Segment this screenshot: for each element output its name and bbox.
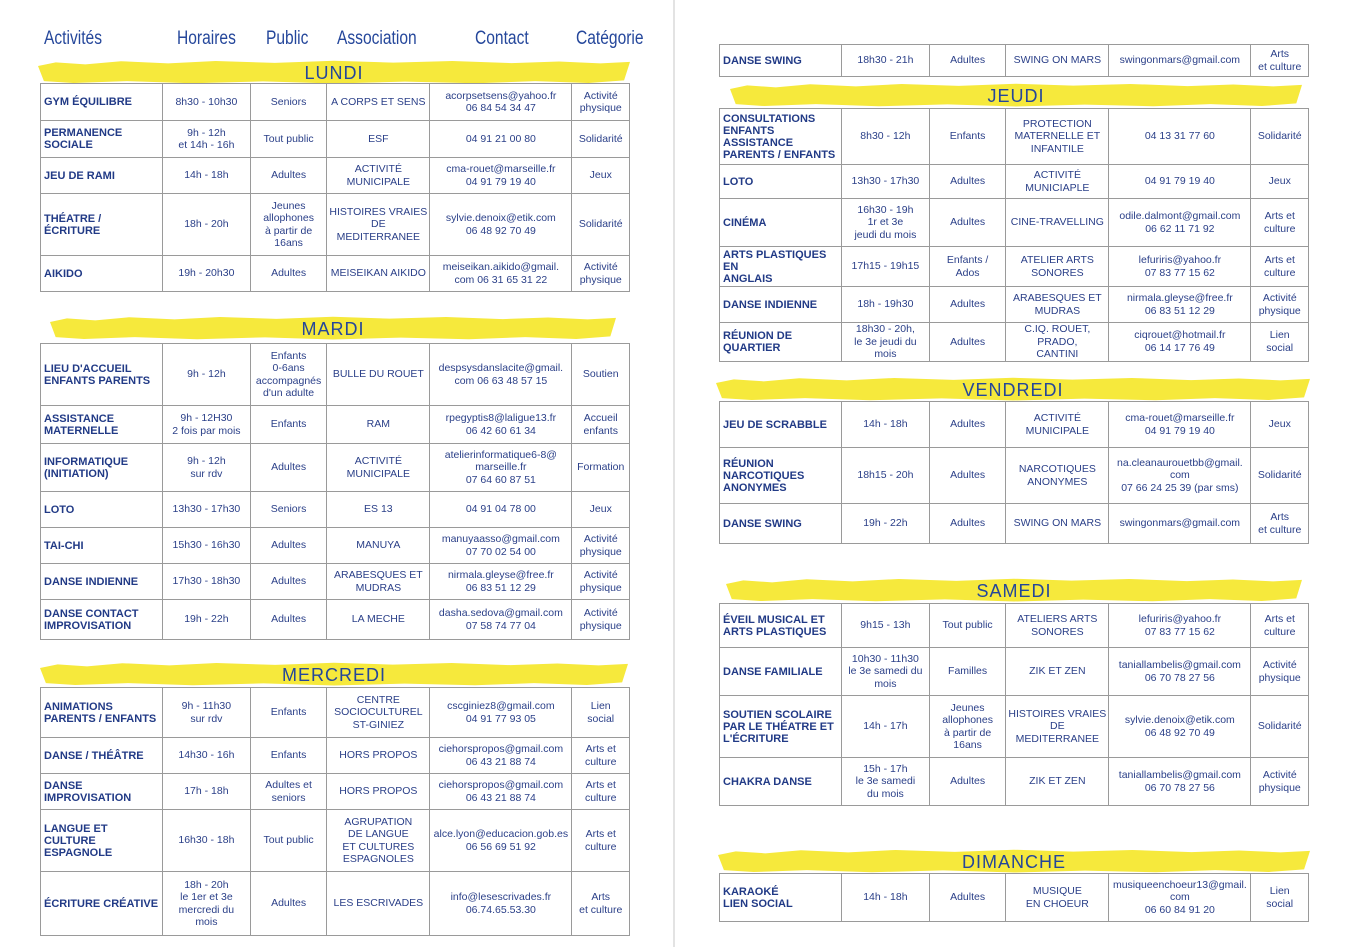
schedule-hours: 16h30 - 19h 1r et 3e jeudi du mois [842, 199, 930, 247]
contact-info: ciqrouet@hotmail.fr 06 14 17 76 49 [1109, 323, 1251, 362]
category: Activité physique [572, 600, 630, 640]
association-name: MEISEIKAN AIKIDO [327, 256, 430, 292]
category: Arts et culture [572, 810, 630, 872]
activity-name: RÉUNION NARCOTIQUES ANONYMES [720, 448, 842, 504]
audience: Adultes [250, 872, 327, 936]
category: Arts et culture [1251, 45, 1309, 77]
table-row [720, 402, 1309, 448]
table-row [720, 45, 1309, 77]
contact-info: info@lesescrivades.fr 06.74.65.53.30 [430, 872, 572, 936]
audience: Adultes [250, 256, 327, 292]
activity-name: DANSE SWING [720, 504, 842, 544]
audience: Tout public [250, 121, 327, 158]
category: Jeux [1251, 402, 1309, 448]
association-name: HISTOIRES VRAIES DE MEDITERRANEE [1006, 696, 1109, 758]
table-row [720, 604, 1309, 648]
category: Arts et culture [1251, 604, 1309, 648]
contact-info: dasha.sedova@gmail.com 07 58 74 77 04 [430, 600, 572, 640]
contact-info: cma-rouet@marseille.fr 04 91 79 19 40 [1109, 402, 1251, 448]
col-head-public: Public [266, 28, 309, 49]
schedule-hours: 14h30 - 16h [163, 738, 251, 774]
table-row [41, 121, 630, 158]
schedule-hours: 9h - 12H30 2 fois par mois [163, 406, 251, 444]
association-name: RAM [327, 406, 430, 444]
day-title-lundi: LUNDI [304, 63, 364, 83]
table-row [720, 448, 1309, 504]
contact-info: nirmala.gleyse@free.fr 06 83 51 12 29 [1109, 287, 1251, 323]
schedule-table-dimanche [719, 873, 1309, 922]
activity-name: DANSE IMPROVISATION [41, 774, 163, 810]
association-name: ZIK ET ZEN [1006, 758, 1109, 806]
activity-name: DANSE / THÉÂTRE [41, 738, 163, 774]
activity-name: THÉATRE / ÉCRITURE [41, 194, 163, 256]
activity-name: JEU DE RAMI [41, 158, 163, 194]
table-row [41, 564, 630, 600]
activity-name: DANSE CONTACT IMPROVISATION [41, 600, 163, 640]
category: Soutien [572, 344, 630, 406]
association-name: PROTECTION MATERNELLE ET INFANTILE [1006, 109, 1109, 165]
association-name: AGRUPATION DE LANGUE ET CULTURES ESPAGNOLES [327, 810, 430, 872]
audience: Adultes [929, 45, 1006, 77]
category: Jeux [572, 158, 630, 194]
association-name: LA MECHE [327, 600, 430, 640]
category: Activité physique [572, 528, 630, 564]
audience: Adultes [929, 448, 1006, 504]
schedule-hours: 9h - 12h [163, 344, 251, 406]
category: Arts et culture [572, 872, 630, 936]
audience: Adultes [250, 528, 327, 564]
schedule-hours: 16h30 - 18h [163, 810, 251, 872]
schedule-table-lundi [40, 83, 630, 292]
schedule-hours: 13h30 - 17h30 [842, 165, 930, 199]
activity-name: DANSE INDIENNE [720, 287, 842, 323]
activity-name: PERMANENCE SOCIALE [41, 121, 163, 158]
association-name: LES ESCRIVADES [327, 872, 430, 936]
table-row [41, 774, 630, 810]
audience: Adultes [929, 504, 1006, 544]
activity-name: TAI-CHI [41, 528, 163, 564]
table-row [720, 504, 1309, 544]
category: Lien social [1251, 874, 1309, 922]
schedule-hours: 9h15 - 13h [842, 604, 930, 648]
audience: Familles [929, 648, 1006, 696]
schedule-hours: 14h - 18h [842, 402, 930, 448]
association-name: ACTIVITÉ MUNICIPALE [327, 158, 430, 194]
association-name: SWING ON MARS [1006, 45, 1109, 77]
schedule-hours: 8h30 - 12h [842, 109, 930, 165]
table-row [41, 158, 630, 194]
schedule-hours: 9h - 12h et 14h - 16h [163, 121, 251, 158]
schedule-hours: 15h30 - 16h30 [163, 528, 251, 564]
schedule-hours: 9h - 12h sur rdv [163, 444, 251, 492]
category: Activité physique [572, 256, 630, 292]
association-name: ES 13 [327, 492, 430, 528]
contact-info: nirmala.gleyse@free.fr 06 83 51 12 29 [430, 564, 572, 600]
day-title-mercredi: MERCREDI [281, 665, 386, 685]
schedule-hours: 14h - 17h [842, 696, 930, 758]
audience: Adultes [929, 287, 1006, 323]
category: Activité physique [572, 564, 630, 600]
table-row [41, 84, 630, 121]
activity-name: DANSE INDIENNE [41, 564, 163, 600]
schedule-hours: 8h30 - 10h30 [163, 84, 251, 121]
schedule-hours: 17h30 - 18h30 [163, 564, 251, 600]
table-row [41, 600, 630, 640]
activity-name: JEU DE SCRABBLE [720, 402, 842, 448]
activity-name: LOTO [41, 492, 163, 528]
contact-info: 04 13 31 77 60 [1109, 109, 1251, 165]
category: Solidarité [1251, 696, 1309, 758]
col-head-categorie: Catégorie [576, 28, 644, 49]
association-name: ATELIERS ARTS SONORES [1006, 604, 1109, 648]
contact-info: rpegyptis8@laligue13.fr 06 42 60 61 34 [430, 406, 572, 444]
schedule-hours: 13h30 - 17h30 [163, 492, 251, 528]
contact-info: lefuriris@yahoo.fr 07 83 77 15 62 [1109, 604, 1251, 648]
audience: Enfants [250, 688, 327, 738]
audience: Adultes [929, 199, 1006, 247]
contact-info: sylvie.denoix@etik.com 06 48 92 70 49 [430, 194, 572, 256]
category: Lien social [1251, 323, 1309, 362]
audience: Tout public [929, 604, 1006, 648]
category: Arts et culture [1251, 247, 1309, 287]
table-row [41, 406, 630, 444]
category: Arts et culture [1251, 199, 1309, 247]
category: Accueil enfants [572, 406, 630, 444]
category: Activité physique [1251, 287, 1309, 323]
audience: Adultes [929, 874, 1006, 922]
association-name: MUSIQUE EN CHOEUR [1006, 874, 1109, 922]
schedule-hours: 18h - 20h [163, 194, 251, 256]
audience: Tout public [250, 810, 327, 872]
contact-info: odile.dalmont@gmail.com 06 62 11 71 92 [1109, 199, 1251, 247]
activity-name: CINÉMA [720, 199, 842, 247]
activity-name: LOTO [720, 165, 842, 199]
col-head-activites: Activités [44, 28, 103, 49]
contact-info: sylvie.denoix@etik.com 06 48 92 70 49 [1109, 696, 1251, 758]
table-row [41, 872, 630, 936]
activity-name: ANIMATIONS PARENTS / ENFANTS [41, 688, 163, 738]
contact-info: cscginiez8@gmail.com 04 91 77 93 05 [430, 688, 572, 738]
association-name: CINE-TRAVELLING [1006, 199, 1109, 247]
activity-name: KARAOKÉ LIEN SOCIAL [720, 874, 842, 922]
association-name: HORS PROPOS [327, 774, 430, 810]
table-row [720, 874, 1309, 922]
schedule-table-mercredi [40, 687, 630, 936]
activity-name: AIKIDO [41, 256, 163, 292]
audience: Enfants / Ados [929, 247, 1006, 287]
association-name: HORS PROPOS [327, 738, 430, 774]
category: Jeux [572, 492, 630, 528]
audience: Enfants 0-6ans accompagnés d'un adulte [250, 344, 327, 406]
association-name: ACTIVITÉ MUNICIPALE [327, 444, 430, 492]
contact-info: cma-rouet@marseille.fr 04 91 79 19 40 [430, 158, 572, 194]
contact-info: ciehorspropos@gmail.com 06 43 21 88 74 [430, 774, 572, 810]
schedule-hours: 17h15 - 19h15 [842, 247, 930, 287]
table-row [41, 528, 630, 564]
table-row [720, 199, 1309, 247]
audience: Enfants [250, 406, 327, 444]
contact-info: lefuriris@yahoo.fr 07 83 77 15 62 [1109, 247, 1251, 287]
activity-name: CONSULTATIONS ENFANTS ASSISTANCE PARENTS / ENFANTS [720, 109, 842, 165]
association-name: ARABESQUES ET MUDRAS [327, 564, 430, 600]
activity-name: LIEU D'ACCUEIL ENFANTS PARENTS [41, 344, 163, 406]
col-head-association: Association [337, 28, 417, 49]
association-name: C.IQ. ROUET, PRADO, CANTINI [1006, 323, 1109, 362]
category: Arts et culture [572, 774, 630, 810]
table-row [720, 109, 1309, 165]
category: Activité physique [572, 84, 630, 121]
day-title-samedi: SAMEDI [976, 581, 1052, 601]
contact-info: 04 91 21 00 80 [430, 121, 572, 158]
category: Solidarité [572, 194, 630, 256]
category: Solidarité [1251, 109, 1309, 165]
audience: Adultes [250, 564, 327, 600]
category: Arts et culture [572, 738, 630, 774]
table-row [720, 287, 1309, 323]
schedule-hours: 18h - 19h30 [842, 287, 930, 323]
schedule-table-jeudi [719, 108, 1309, 362]
association-name: HISTOIRES VRAIES DE MEDITERRANEE [327, 194, 430, 256]
col-head-contact: Contact [475, 28, 529, 49]
category: Solidarité [1251, 448, 1309, 504]
activity-name: DANSE SWING [720, 45, 842, 77]
activity-name: ÉVEIL MUSICAL ET ARTS PLASTIQUES [720, 604, 842, 648]
table-row [41, 444, 630, 492]
day-title-vendredi: VENDREDI [962, 380, 1064, 400]
schedule-table-samedi [719, 603, 1309, 806]
association-name: A CORPS ET SENS [327, 84, 430, 121]
table-row [41, 344, 630, 406]
schedule-hours: 19h - 22h [842, 504, 930, 544]
contact-info: swingonmars@gmail.com [1109, 45, 1251, 77]
contact-info: acorpsetsens@yahoo.fr 06 84 54 34 47 [430, 84, 572, 121]
schedule-hours: 18h30 - 21h [842, 45, 930, 77]
schedule-hours: 14h - 18h [163, 158, 251, 194]
schedule-hours: 18h - 20h le 1er et 3e mercredi du mois [163, 872, 251, 936]
schedule-hours: 14h - 18h [842, 874, 930, 922]
association-name: BULLE DU ROUET [327, 344, 430, 406]
audience: Jeunes allophones à partir de 16ans [250, 194, 327, 256]
activity-name: ARTS PLASTIQUES EN ANGLAIS [720, 247, 842, 287]
table-row [41, 810, 630, 872]
audience: Adultes [250, 444, 327, 492]
schedule-hours: 19h - 22h [163, 600, 251, 640]
table-row [41, 738, 630, 774]
table-row [41, 194, 630, 256]
table-row [41, 256, 630, 292]
table-row [41, 688, 630, 738]
contact-info: taniallambelis@gmail.com 06 70 78 27 56 [1109, 758, 1251, 806]
day-title-mardi: MARDI [301, 319, 365, 339]
schedule-hours: 17h - 18h [163, 774, 251, 810]
contact-info: 04 91 79 19 40 [1109, 165, 1251, 199]
audience: Adultes [929, 165, 1006, 199]
table-row [41, 492, 630, 528]
audience: Enfants [929, 109, 1006, 165]
association-name: ARABESQUES ET MUDRAS [1006, 287, 1109, 323]
category: Arts et culture [1251, 504, 1309, 544]
col-head-horaires: Horaires [177, 28, 236, 49]
table-row [720, 247, 1309, 287]
association-name: CENTRE SOCIOCULTUREL ST-GINIEZ [327, 688, 430, 738]
schedule-hours: 15h - 17h le 3e samedi du mois [842, 758, 930, 806]
table-row [720, 165, 1309, 199]
contact-info: taniallambelis@gmail.com 06 70 78 27 56 [1109, 648, 1251, 696]
contact-info: swingonmars@gmail.com [1109, 504, 1251, 544]
audience: Seniors [250, 84, 327, 121]
audience: Enfants [250, 738, 327, 774]
table-row [720, 323, 1309, 362]
contact-info: manuyaasso@gmail.com 07 70 02 54 00 [430, 528, 572, 564]
contact-info: musiqueenchoeur13@gmail. com 06 60 84 91 20 [1109, 874, 1251, 922]
schedule-hours: 19h - 20h30 [163, 256, 251, 292]
audience: Adultes [929, 323, 1006, 362]
audience: Adultes [929, 758, 1006, 806]
category: Lien social [572, 688, 630, 738]
schedule-hours: 18h30 - 20h, le 3e jeudi du mois [842, 323, 930, 362]
association-name: SWING ON MARS [1006, 504, 1109, 544]
activity-name: GYM ÉQUILIBRE [41, 84, 163, 121]
audience: Adultes [929, 402, 1006, 448]
activity-name: ÉCRITURE CRÉATIVE [41, 872, 163, 936]
activity-name: ASSISTANCE MATERNELLE [41, 406, 163, 444]
audience: Adultes [250, 158, 327, 194]
schedule-table-vendredi [719, 401, 1309, 544]
contact-info: despsysdanslacite@gmail. com 06 63 48 57 15 [430, 344, 572, 406]
schedule-hours: 9h - 11h30 sur rdv [163, 688, 251, 738]
audience: Adultes et seniors [250, 774, 327, 810]
category: Formation [572, 444, 630, 492]
association-name: ZIK ET ZEN [1006, 648, 1109, 696]
contact-info: ciehorspropos@gmail.com 06 43 21 88 74 [430, 738, 572, 774]
day-title-jeudi: JEUDI [987, 86, 1045, 106]
audience: Seniors [250, 492, 327, 528]
activity-name: RÉUNION DE QUARTIER [720, 323, 842, 362]
association-name: MANUYA [327, 528, 430, 564]
activity-name: CHAKRA DANSE [720, 758, 842, 806]
schedule-hours: 10h30 - 11h30 le 3e samedi du mois [842, 648, 930, 696]
activity-name: SOUTIEN SCOLAIRE PAR LE THÉATRE ET L'ÉCRITURE [720, 696, 842, 758]
audience: Adultes [250, 600, 327, 640]
audience: Jeunes allophones à partir de 16ans [929, 696, 1006, 758]
category: Activité physique [1251, 758, 1309, 806]
schedule-hours: 18h15 - 20h [842, 448, 930, 504]
page-divider [673, 0, 675, 947]
contact-info: alce.lyon@educacion.gob.es 06 56 69 51 92 [430, 810, 572, 872]
association-name: ESF [327, 121, 430, 158]
schedule-table-mardi [40, 343, 630, 640]
table-row [720, 696, 1309, 758]
category: Activité physique [1251, 648, 1309, 696]
category: Solidarité [572, 121, 630, 158]
day-title-dimanche: DIMANCHE [961, 852, 1066, 872]
association-name: ACTIVITÉ MUNICIAPLE [1006, 165, 1109, 199]
activity-name: DANSE FAMILIALE [720, 648, 842, 696]
activity-name: LANGUE ET CULTURE ESPAGNOLE [41, 810, 163, 872]
table-row [720, 758, 1309, 806]
contact-info: 04 91 04 78 00 [430, 492, 572, 528]
table-row [720, 648, 1309, 696]
contact-info: na.cleanaurouetbb@gmail. com 07 66 24 25 39 (par sms) [1109, 448, 1251, 504]
association-name: ACTIVITÉ MUNICIPALE [1006, 402, 1109, 448]
schedule-table-mercredi-suite [719, 44, 1309, 77]
contact-info: atelierinformatique6-8@ marseille.fr 07 64 60 87 51 [430, 444, 572, 492]
activity-name: INFORMATIQUE (INITIATION) [41, 444, 163, 492]
association-name: ATELIER ARTS SONORES [1006, 247, 1109, 287]
category: Jeux [1251, 165, 1309, 199]
association-name: NARCOTIQUES ANONYMES [1006, 448, 1109, 504]
contact-info: meiseikan.aikido@gmail. com 06 31 65 31 22 [430, 256, 572, 292]
